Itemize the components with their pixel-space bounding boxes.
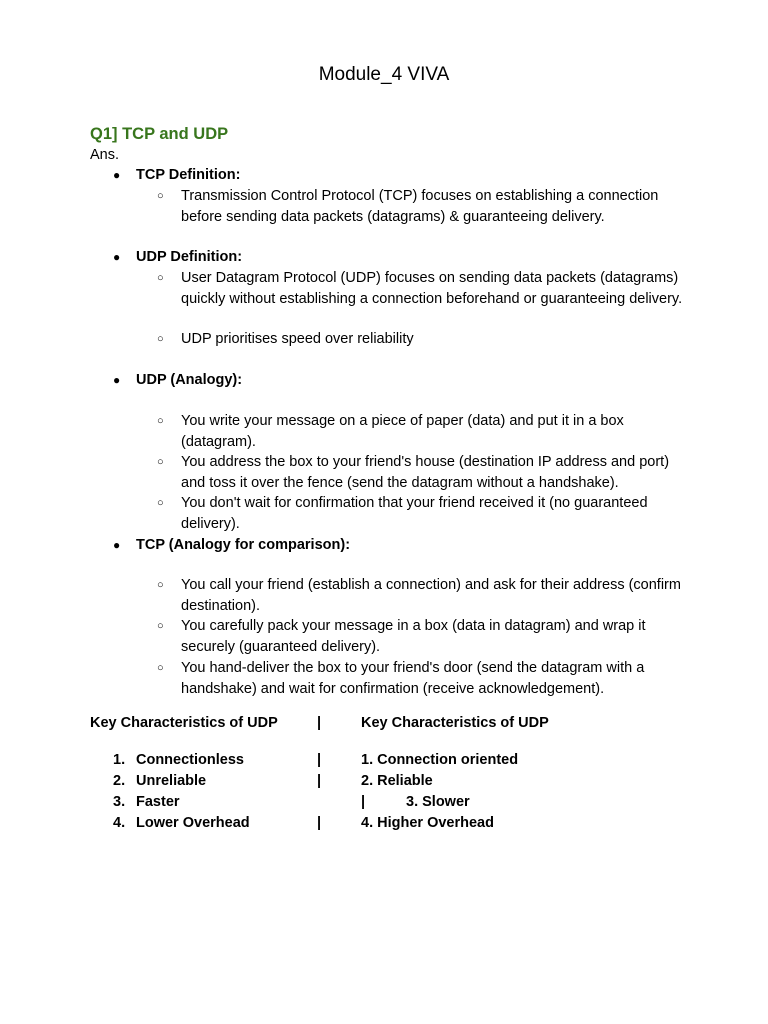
comparison-right-item: 2. Reliable: [361, 773, 433, 789]
comparison-left-number: 1.: [113, 752, 126, 768]
tcp-analogy-item: You hand-deliver the box to your friend's door (send the datagram with a handshake) and wait for confirmation (receive acknowledgement).: [181, 660, 645, 697]
circle-bullet-icon: ○: [157, 333, 164, 345]
circle-bullet-icon: ○: [157, 190, 164, 202]
comparison-left-number: 2.: [113, 773, 126, 789]
udp-analogy-item: You write your message on a piece of paper (data) and put it in a box (datagram).: [181, 413, 624, 450]
bullet-icon: ●: [113, 168, 121, 182]
comparison-left-item: Unreliable: [136, 773, 207, 789]
comparison-right-item: 3. Slower: [406, 794, 470, 810]
comparison-left-number: 3.: [113, 794, 126, 810]
comparison-left-header: Key Characteristics of UDP: [90, 715, 278, 731]
comparison-right-item: 4. Higher Overhead: [361, 815, 494, 831]
question-heading: Q1] TCP and UDP: [90, 125, 229, 143]
answer-label: Ans.: [90, 147, 120, 163]
udp-definition-item: UDP prioritises speed over reliability: [181, 331, 414, 347]
tcp-definition-heading: TCP Definition:: [136, 167, 241, 183]
comparison-separator: |: [317, 815, 322, 831]
udp-analogy-item: You don't wait for confirmation that your friend received it (no guaranteed delivery).: [181, 495, 648, 532]
comparison-separator: |: [361, 794, 366, 810]
udp-definition-heading: UDP Definition:: [136, 249, 243, 265]
circle-bullet-icon: ○: [157, 662, 164, 674]
circle-bullet-icon: ○: [157, 272, 164, 284]
bullet-icon: ●: [113, 538, 121, 552]
comparison-left-number: 4.: [113, 815, 126, 831]
circle-bullet-icon: ○: [157, 415, 164, 427]
comparison-left-item: Lower Overhead: [136, 815, 250, 831]
circle-bullet-icon: ○: [157, 579, 164, 591]
comparison-right-header: Key Characteristics of UDP: [361, 715, 549, 731]
comparison-right-item: 1. Connection oriented: [361, 752, 519, 768]
comparison-separator: |: [317, 752, 322, 768]
udp-analogy-item: You address the box to your friend's house (destination IP address and port) and toss it over the fence (send the datagram without a handshake).: [181, 454, 670, 491]
circle-bullet-icon: ○: [157, 620, 164, 632]
bullet-icon: ●: [113, 373, 121, 387]
tcp-definition-item: Transmission Control Protocol (TCP) focuses on establishing a connection before sending data packets (datagrams) & guaranteeing delivery.: [181, 188, 659, 225]
comparison-left-item: Connectionless: [136, 752, 244, 768]
udp-definition-item: User Datagram Protocol (UDP) focuses on sending data packets (datagrams) quickly without establishing a connection beforehand or guaranteeing delivery.: [181, 270, 683, 307]
tcp-analogy-item: You call your friend (establish a connection) and ask for their address (confirm destination).: [181, 577, 681, 614]
comparison-separator: |: [317, 715, 322, 731]
tcp-analogy-item: You carefully pack your message in a box (data in datagram) and wrap it securely (guaranteed delivery).: [181, 618, 646, 655]
comparison-separator: |: [317, 773, 322, 789]
circle-bullet-icon: ○: [157, 456, 164, 468]
udp-analogy-heading: UDP (Analogy):: [136, 372, 243, 388]
bullet-icon: ●: [113, 250, 121, 264]
tcp-analogy-heading: TCP (Analogy for comparison):: [136, 537, 351, 553]
circle-bullet-icon: ○: [157, 497, 164, 509]
document-title: Module_4 VIVA: [318, 64, 450, 85]
comparison-left-item: Faster: [136, 794, 180, 810]
